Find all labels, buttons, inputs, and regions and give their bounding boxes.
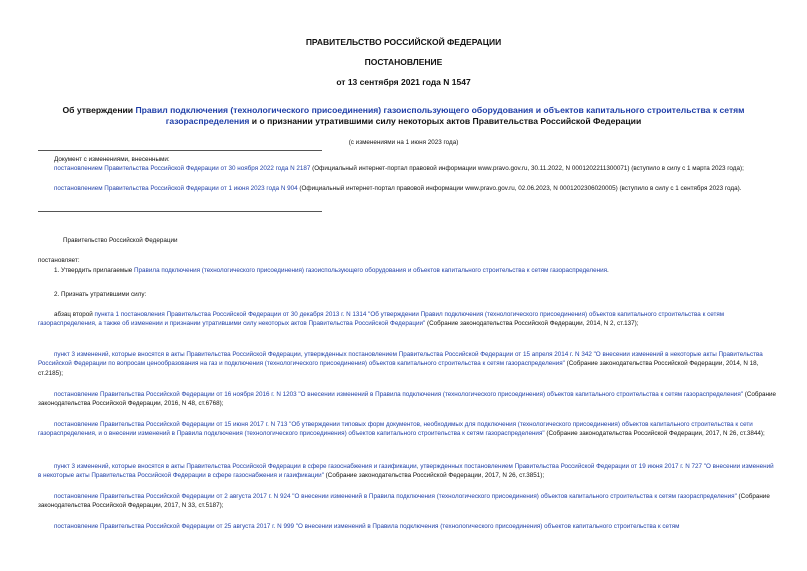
repealed-paragraph: пункт 3 изменений, которые вносятся в акты Правительства Российской Федерации, утвержденных постановлением Правительства Российской Федерации от 15 апреля 2014 г. N 342 "О внесении изменений в некоторые акты Правительства Российской Федерации по вопросам ценообразования на газ и подключения (технологического присоединения) объектов капитального строительства к сетям газораспределения" (Собрание законодательства Российской Федерации, 2014, N 18, ст.2185); (38, 351, 763, 377)
repealed-act-link[interactable]: постановление Правительства Российской Федерации от 2 августа 2017 г. N 924 "О внесении изменений в Правила подключения (технологического присоединения) объектов капитального строительства к сетям газораспределения" (54, 493, 737, 500)
repealed-paragraph: постановление Правительства Российской Федерации от 15 июня 2017 г. N 713 "Об утверждении типовых форм документов, необходимых для подключения (технологического присоединения) объектов капитального строительства к сети газораспределения, и о внесении изменений в Правила подключения (технологического присоединения) объектов капитального строительства к сетям газораспределения" (Собрание законодательства Российской Федерации, 2017, N 26, ст.3844); (38, 421, 765, 438)
change-item (54, 184, 776, 193)
repealed-paragraph (38, 522, 776, 531)
title-suffix: и о признании утратившими силу некоторых актов Правительства Российской Федерации (249, 116, 642, 126)
repealed-act-link[interactable]: постановление Правительства Российской Федерации от 16 ноября 2016 г. N 1203 "О внесении изменений в Правила подключения (технологического присоединения) объектов капитального строительства к сетям газораспределения" (54, 391, 743, 398)
repealed-act-link[interactable]: пункт 3 изменений, которые вносятся в акты Правительства Российской Федерации, утвержденных постановлением Правительства Российской Федерации от 15 апреля 2014 г. N 342 "О внесении изменений в некоторые акты Правительства Российской Федерации по вопросам ценообразования на газ и подключения (технологического присоединения) объектов капитального строительства к сетям газораспределения" (38, 351, 763, 368)
title-prefix: Об утверждении (62, 105, 136, 115)
change-item-link[interactable]: постановлением Правительства Российской Федерации от 1 июня 2023 года N 904 (54, 185, 298, 192)
repealed-paragraph: пункт 3 изменений, которые вносятся в акты Правительства Российской Федерации в сфере газоснабжения и газификации, утвержденных постановлением Правительства Российской Федерации от 19 июня 2017 г. N 727 "О внесении изменений в некоторые акты Правительства Российской Федерации в сфере газоснабжения и газификации" (Собрание законодательства Российской Федерации, 2017, N 26, ст.3851); (38, 463, 774, 480)
repealed-paragraph: постановление Правительства Российской Федерации от 2 августа 2017 г. N 924 "О внесении изменений в Правила подключения (технологического присоединения) объектов капитального строительства к сетям газораспределения" (Собрание законодательства Российской Федерации, 2017, N 33, ст.5187); (38, 493, 770, 510)
change-item (54, 164, 776, 173)
resolves-line: постановляет: (38, 257, 80, 264)
edition-note: (с изменениями на 1 июня 2023 года) (348, 139, 459, 146)
changes-intro: Документ с изменениями, внесенными: (54, 156, 170, 163)
change-item-link[interactable]: постановлением Правительства Российской Федерации от 30 ноября 2022 года N 2187 (54, 165, 311, 172)
item-1-prefix: 1. Утвердить прилагаемые (54, 267, 134, 274)
change-item-text: (Официальный интернет-портал правовой информации www.pravo.gov.ru, 02.06.2023, N 0001202306020005) (вступило в силу с 1 сентября 2023 года). (297, 185, 742, 192)
title-rules-link[interactable]: Правил подключения (технологического присоединения) газоиспользующего оборудования и объектов капитального строительства к сетям газораспределения (135, 105, 745, 126)
repealed-act-link[interactable]: постановление Правительства Российской Федерации от 25 августа 2017 г. N 999 "О внесении изменений в Правила подключения (технологического присоединения) объектов капитального строительства к сетям (54, 523, 680, 530)
doc-type-heading: ПОСТАНОВЛЕНИЕ (364, 57, 443, 67)
item-1 (54, 266, 776, 275)
item-2: 2. Признать утратившими силу: (54, 291, 147, 298)
document-title (30, 105, 777, 127)
government-line: Правительство Российской Федерации (63, 237, 178, 244)
repealed-act-link[interactable]: пункта 1 постановления Правительства Российской Федерации от 30 декабря 2013 г. N 1314 "Об утверждении Правил подключения (технологического присоединения) объектов капитального строительства к сетям газораспределения, а также об изменении и признании утратившими силу некоторых актов Правительства Российской Федерации" (38, 311, 725, 328)
repealed-act-link[interactable]: пункт 3 изменений, которые вносятся в акты Правительства Российской Федерации в сфере газоснабжения и газификации, утвержденных постановлением Правительства Российской Федерации от 19 июня 2017 г. N 727 "О внесении изменений в некоторые акты Правительства Российской Федерации в сфере газоснабжения и газификации" (38, 463, 774, 480)
repealed-act-link[interactable]: постановление Правительства Российской Федерации от 15 июня 2017 г. N 713 "Об утверждении типовых форм документов, необходимых для подключения (технологического присоединения) объектов капитального строительства к сети газораспределения, и о внесении изменений в Правила подключения (технологического присоединения) объектов капитального строительства к сетям газораспределения" (38, 421, 753, 438)
bottom-divider (38, 211, 322, 212)
org-heading: ПРАВИТЕЛЬСТВО РОССИЙСКОЙ ФЕДЕРАЦИИ (305, 37, 502, 47)
repealed-paragraph: постановление Правительства Российской Федерации от 16 ноября 2016 г. N 1203 "О внесении изменений в Правила подключения (технологического присоединения) объектов капитального строительства к сетям газораспределения" (Собрание законодательства Российской Федерации, 2016, N 48, ст.6768); (38, 391, 776, 408)
change-item-text: (Официальный интернет-портал правовой информации www.pravo.gov.ru, 30.11.2022, N 0001202211300071) (вступило в силу с 1 марта 2023 года); (310, 165, 744, 172)
repealed-paragraph: абзац второй пункта 1 постановления Правительства Российской Федерации от 30 декабря 2013 г. N 1314 "Об утверждении Правил подключения (технологического присоединения) объектов капитального строительства к сетям газораспределения, а также об изменении и признании утратившими силу некоторых актов Правительства Российской Федерации" (Собрание законодательства Российской Федерации, 2014, N 2, ст.137); (38, 311, 725, 328)
top-divider (38, 150, 322, 151)
item-1-rules-link[interactable]: Правила подключения (технологического присоединения) газоиспользующего оборудования и объектов капитального строительства к сетям газораспределения (134, 267, 608, 274)
date-number-heading: от 13 сентября 2021 года N 1547 (336, 77, 471, 87)
item-1-suffix: . (607, 267, 609, 274)
